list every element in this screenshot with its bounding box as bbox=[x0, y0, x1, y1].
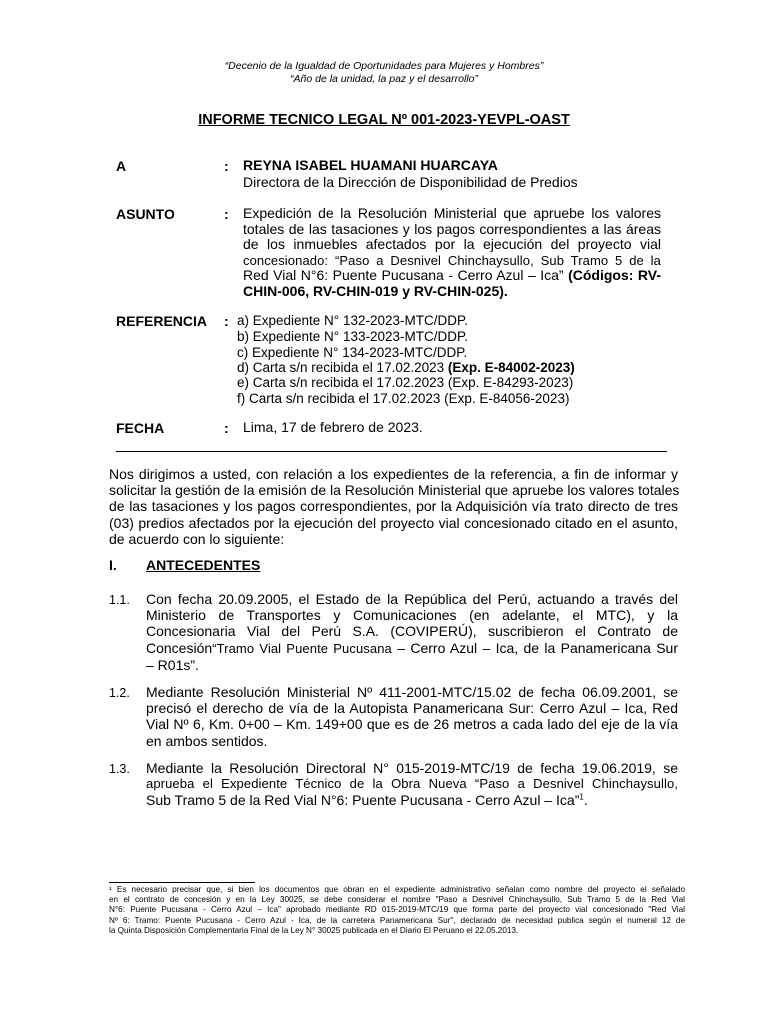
intro-line: de acuerdo con lo siguiente: bbox=[109, 530, 285, 547]
item-text: . bbox=[583, 792, 588, 809]
to-value bbox=[243, 158, 661, 190]
subject-codes: CHIN-006, RV-CHIN-019 y RV-CHIN-025). bbox=[243, 282, 508, 299]
item-text: Sub Tramo 5 de la Red Vial N°6: Puente Pucusana - Cerro Azul – Ica” bbox=[146, 792, 580, 809]
footnote-line: Nº 6: Tramo: Puente Pucusana - Cerro Azul - Ica, de la carretera Panamericana Sur", declarado de necesidad publica según el numeral 12 de bbox=[109, 915, 685, 925]
intro-paragraph bbox=[109, 466, 678, 547]
subject-line: de los inmuebles afectados por la ejecución del proyecto vial bbox=[243, 236, 661, 253]
item-line: Vial Nº 6, Km. 0+00 – Km. 149+00 que es de 26 metros a cada lado del eje de la vía bbox=[146, 716, 678, 733]
decade-motto: “Decenio de la Igualdad de Oportunidades para Mujeres y Hombres” bbox=[224, 60, 544, 72]
year-motto: “Año de la unidad, la paz y el desarrollo” bbox=[290, 73, 478, 85]
reference-d-text: d) Carta s/n recibida el 17.02.2023 bbox=[237, 360, 445, 375]
section-heading bbox=[109, 557, 260, 573]
footnote-line: ¹ Es necesario precisar que, si bien los documentos que obran en el expediente administrativo señalan como nombre del proyecto el señalado bbox=[109, 885, 685, 894]
to-colon: : bbox=[224, 158, 229, 174]
item-line: Mediante la Resolución Directoral N° 015-2019-MTC/19 de fecha 19.06.2019, se bbox=[146, 760, 678, 776]
reference-d bbox=[237, 360, 575, 375]
item-text: “Tramo Vial Puente Pucusana bbox=[212, 640, 392, 656]
subject-line: Expedición de la Resolución Ministerial que apruebe los valores bbox=[243, 205, 661, 221]
subject-line: totales de las tasaciones y los pagos correspondientes a las áreas bbox=[243, 220, 661, 237]
item-number: 1.1. bbox=[109, 593, 130, 607]
footnote-divider bbox=[109, 882, 255, 883]
item-line: – R01s”. bbox=[146, 656, 199, 673]
item-line: en ambos sentidos. bbox=[146, 732, 268, 749]
item-line bbox=[146, 640, 678, 657]
item-line: Concesionaria Vial del Perú S.A. (COVIPERÚ), suscribieron el Contrato de bbox=[146, 623, 678, 640]
recipient-position: Directora de la Dirección de Disponibilidad de Predios bbox=[243, 173, 578, 190]
intro-line: solicitar la gestión de la emisión de la Resolución Ministerial que apruebe los valores totales bbox=[109, 482, 680, 499]
date-value: Lima, 17 de febrero de 2023. bbox=[243, 419, 423, 435]
reference-c: c) Expediente N° 134-2023-MTC/DDP. bbox=[237, 345, 468, 360]
footnote-line: N°6: Puente Pucusana - Cerro Azul – Ica" aprobado mediante RD 015-2019-MTC/19 que forma parte del proyecto vial concesionado "Red Vial bbox=[109, 905, 685, 915]
item-line: Ministerio de Transportes y Comunicaciones (en adelante, el MTC), y la bbox=[146, 607, 678, 624]
reference-f: f) Carta s/n recibida el 17.02.2023 (Exp. E-84056-2023) bbox=[237, 391, 570, 406]
subject-line: concesionado: “Paso a Desnivel Chinchaysullo, Sub Tramo 5 de la bbox=[243, 252, 661, 268]
item-line: aprueba el Expediente Técnico de la Obra Nueva “Paso a Desnivel Chinchaysullo, bbox=[146, 776, 678, 792]
item-number: 1.3. bbox=[109, 762, 130, 776]
intro-line: Nos dirigimos a usted, con relación a los expedientes de la referencia, a fin de informar y bbox=[109, 466, 678, 482]
footnote-ref: 1 bbox=[579, 792, 584, 802]
reference-d-exp: (Exp. E-84002-2023) bbox=[447, 360, 575, 375]
reference-colon: : bbox=[224, 313, 229, 329]
subject-label: ASUNTO bbox=[116, 206, 175, 222]
item-1-1 bbox=[146, 591, 678, 673]
reference-b: b) Expediente N° 133-2023-MTC/DDP. bbox=[237, 329, 469, 344]
section-number: I. bbox=[109, 557, 117, 573]
date-colon: : bbox=[224, 420, 229, 436]
footnote-line: la Quinta Disposición Complementaria Final de la Ley N° 30025 publicada en el Diario El Peruano el 22.05.2013. bbox=[109, 925, 519, 935]
item-text: Concesión bbox=[146, 639, 213, 656]
item-line bbox=[146, 792, 678, 808]
project-name: Red Vial N°6: Puente Pucusana - Cerro Azul – Ica” bbox=[243, 267, 564, 284]
recipient-name: REYNA ISABEL HUAMANI HUARCAYA bbox=[243, 157, 498, 173]
codes-start: (Códigos: RV- bbox=[568, 267, 662, 284]
subject-colon: : bbox=[224, 206, 229, 222]
subject-value bbox=[243, 206, 661, 300]
reference-label: REFERENCIA bbox=[116, 313, 208, 329]
item-line: Con fecha 20.09.2005, el Estado de la República del Perú, actuando a través del bbox=[146, 591, 678, 607]
to-label: A bbox=[116, 158, 127, 174]
reference-e: e) Carta s/n recibida el 17.02.2023 (Exp. E-84293-2023) bbox=[237, 375, 574, 390]
item-line: Mediante Resolución Ministerial Nº 411-2001-MTC/15.02 de fecha 06.09.2001, se bbox=[146, 684, 678, 700]
subject-line-codes bbox=[243, 268, 661, 284]
reference-a: a) Expediente N° 132-2023-MTC/DDP. bbox=[237, 313, 469, 328]
item-1-3 bbox=[146, 760, 678, 809]
intro-line: (03) predios afectados por la ejecución del proyecto vial concesionado citado en el asunto, bbox=[109, 514, 678, 531]
footnote bbox=[109, 885, 685, 936]
intro-line: de las tasaciones y los pagos correspondientes, por la Adquisición vía trato directo de tres bbox=[109, 498, 678, 515]
item-number: 1.2. bbox=[109, 686, 130, 700]
report-title: INFORME TECNICO LEGAL Nº 001-2023-YEVPL-OAST bbox=[198, 112, 570, 128]
item-line: precisó el derecho de vía de la Autopista Panamericana Sur: Cerro Azul – Ica, Red bbox=[146, 700, 678, 717]
section-title: ANTECEDENTES bbox=[146, 557, 261, 573]
date-label: FECHA bbox=[116, 420, 165, 436]
item-1-2 bbox=[146, 684, 678, 749]
header-divider bbox=[116, 451, 667, 452]
item-text: – Cerro Azul – Ica, de la Panamericana Sur bbox=[397, 639, 678, 656]
footnote-line: en el contrato de concesión y en la Ley 30025, se debe considerar el nombre "Paso a Desnivel Chinchaysullo, Sub Tramo 5 de la Red Vial bbox=[109, 895, 685, 905]
